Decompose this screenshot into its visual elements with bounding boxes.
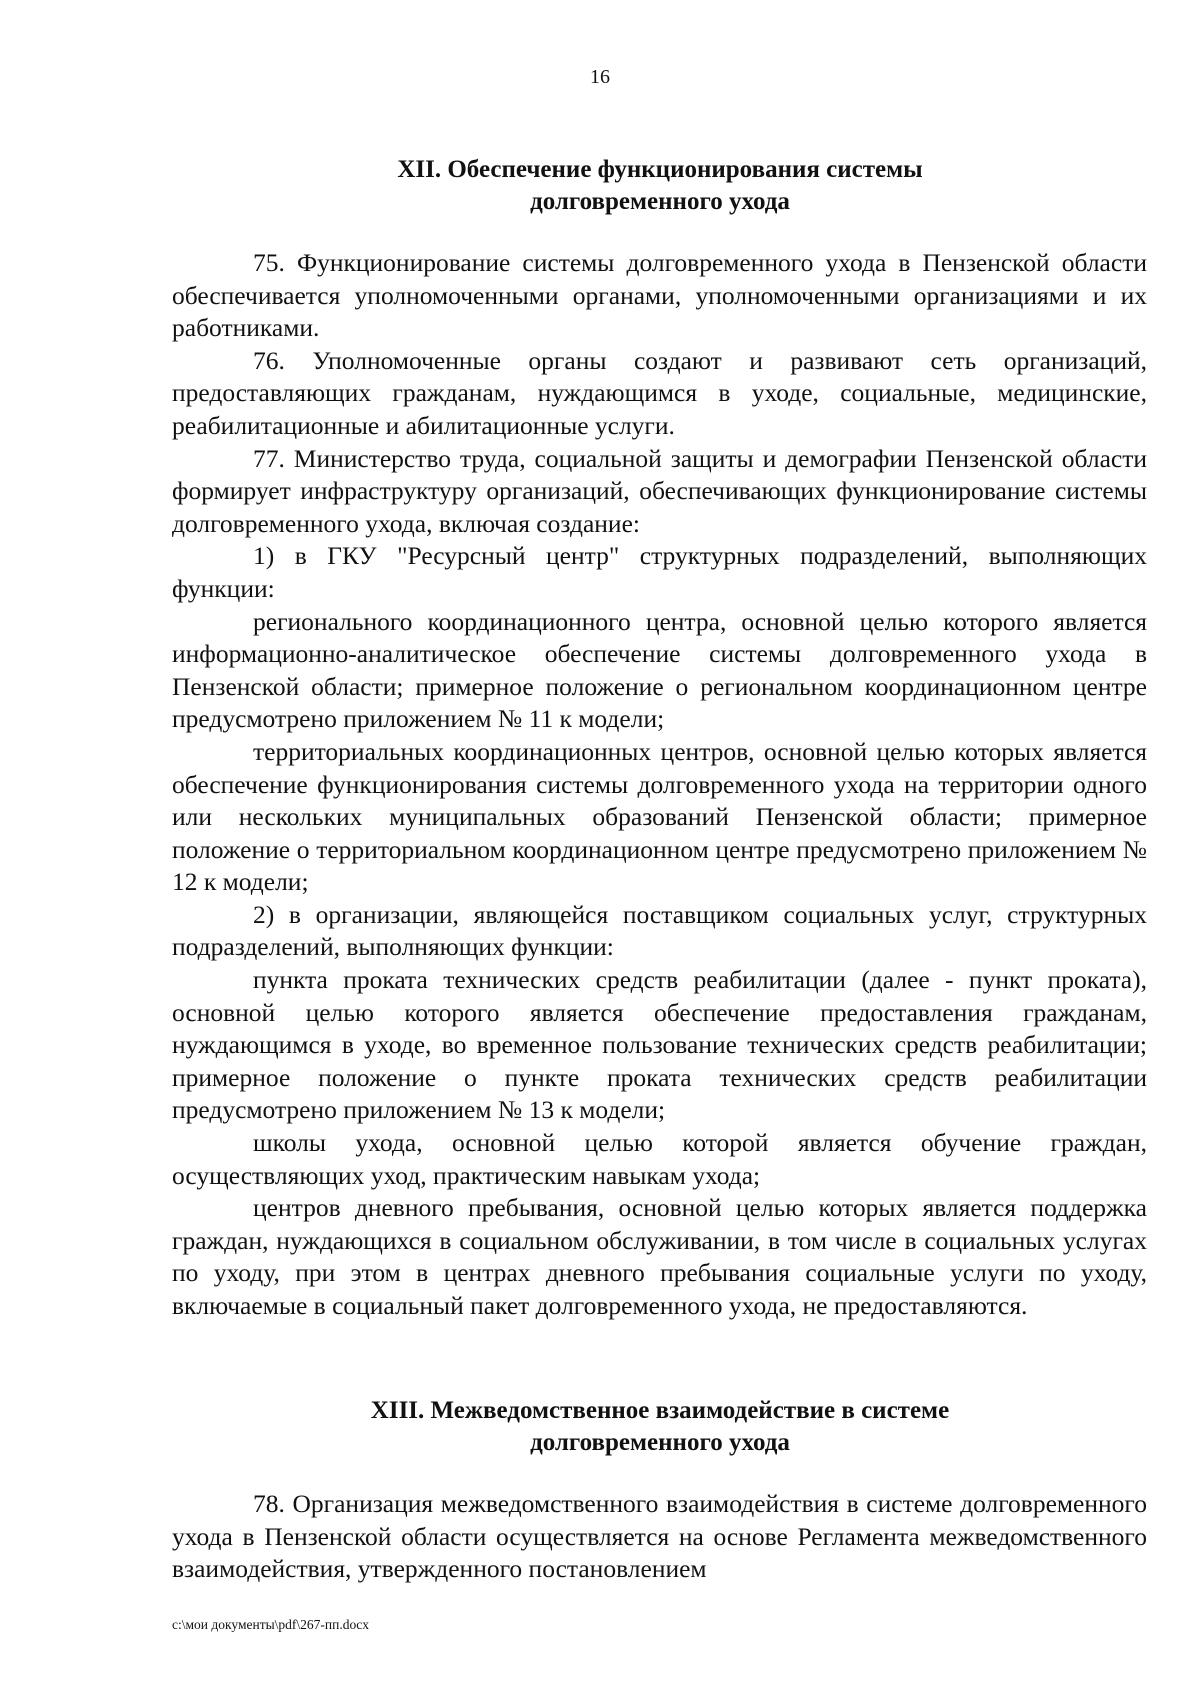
page-number: 16: [590, 66, 610, 88]
section-13-heading-line1: XIII. Межведомственное взаимодействие в системе: [370, 1397, 950, 1424]
footer-file-path: c:\мои документы\pdf\267-пп.docx: [172, 1617, 369, 1632]
paragraph-77-item-2: 2) в организации, являющейся поставщиком социальных услуг, структурных подразделений, выполняющих функции:: [172, 899, 1147, 962]
paragraph-75: 75. Функционирование системы долговременного ухода в Пензенской области обеспечивается уполномоченными органами, уполномоченными организациями и их работниками.: [172, 248, 1147, 343]
paragraph-territorial-centers: территориальных координационных центров, основной целью которых является обеспечение функционирования системы долговременного ухода на территории одного или нескольких муниципальных образований Пензенской области; примерное положение о территориальном координационном центре предусмотрено приложением № 12 к модели;: [172, 736, 1147, 897]
section-13-heading-line2: долговременного ухода: [530, 1429, 790, 1456]
paragraph-77: 77. Министерство труда, социальной защиты и демографии Пензенской области формирует инфраструктуру организаций, обеспечивающих функционирование системы долговременного ухода, включая создание:: [172, 443, 1147, 538]
paragraph-76: 76. Уполномоченные органы создают и развивают сеть организаций, предоставляющих гражданам, нуждающимся в уходе, социальные, медицинские, реабилитационные и абилитационные услуги.: [172, 345, 1147, 440]
section-12-body: [172, 247, 1147, 1323]
section-13-heading: [0, 1395, 1200, 1459]
paragraph-rental-point: пункта проката технических средств реабилитации (далее - пункт проката), основной целью которого является обеспечение предоставления гражданам, нуждающимся в уходе, во временное пользование технических средств реабилитации; примерное положение о пункте проката технических средств реабилитации предусмотрено приложением № 13 к модели;: [172, 965, 1147, 1125]
section-12-heading-line1: XII. Обеспечение функционирования системы: [397, 156, 923, 183]
section-12-heading-line2: долговременного ухода: [530, 188, 790, 215]
paragraph-regional-center: регионального координационного центра, основной целью которого является информационно-аналитическое обеспечение системы долговременного ухода в Пензенской области; примерное положение о региональном координационном центре предусмотрено приложением № 11 к модели;: [172, 606, 1147, 734]
section-12-heading: [0, 154, 1200, 218]
section-13-body: [172, 1488, 1147, 1586]
paragraph-care-school: школы ухода, основной целью которой является обучение граждан, осуществляющих уход, практическим навыкам ухода;: [172, 1128, 1147, 1190]
paragraph-77-item-1: 1) в ГКУ "Ресурсный центр" структурных подразделений, выполняющих функции:: [172, 541, 1147, 603]
paragraph-day-centers: центров дневного пребывания, основной целью которых является поддержка граждан, нуждающихся в социальном обслуживании, в том числе в социальных услугах по уходу, при этом в центрах дневного пребывания социальные услуги по уходу, включаемые в социальный пакет долговременного ухода, не предоставляются.: [172, 1193, 1147, 1320]
paragraph-78: 78. Организация межведомственного взаимодействия в системе долговременного ухода в Пензенской области осуществляется на основе Регламента межведомственного взаимодействия, утвержденного постановлением: [172, 1489, 1147, 1584]
